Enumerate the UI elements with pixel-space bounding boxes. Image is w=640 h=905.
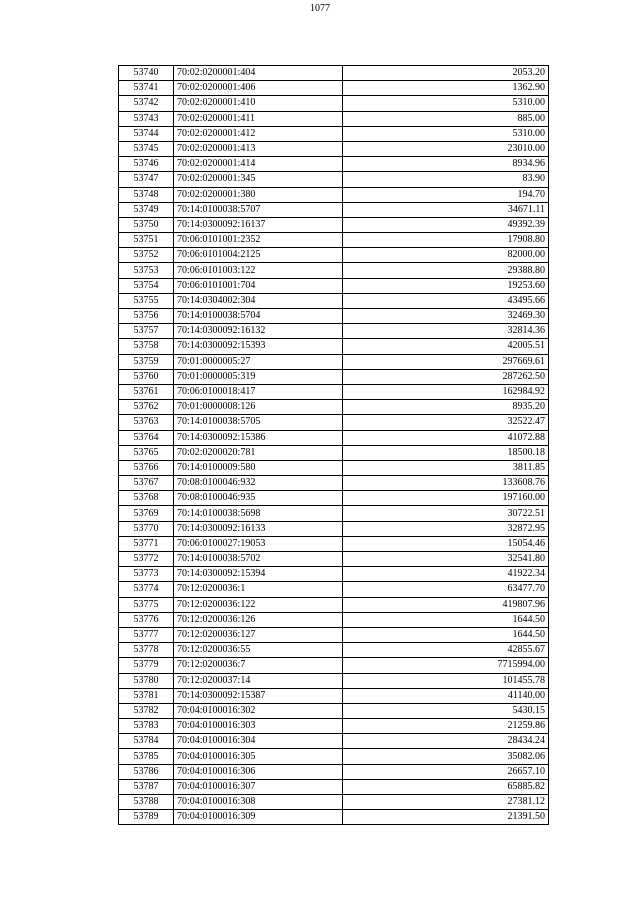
cadastral-number-cell: 70:08:0100046:935 <box>174 491 343 506</box>
row-number-cell: 53744 <box>119 126 174 141</box>
row-number-cell: 53763 <box>119 415 174 430</box>
cadastral-number-cell: 70:06:0101003:122 <box>174 263 343 278</box>
value-cell: 65885.82 <box>343 779 549 794</box>
table-row <box>119 719 549 734</box>
value-cell: 133608.76 <box>343 476 549 491</box>
table-row <box>119 552 549 567</box>
cadastral-number-cell: 70:04:0100016:306 <box>174 764 343 779</box>
table-row <box>119 567 549 582</box>
row-number-cell: 53751 <box>119 233 174 248</box>
row-number-cell: 53756 <box>119 309 174 324</box>
table-row <box>119 688 549 703</box>
value-cell: 18500.18 <box>343 445 549 460</box>
value-cell: 15054.46 <box>343 536 549 551</box>
value-cell: 5310.00 <box>343 96 549 111</box>
row-number-cell: 53773 <box>119 567 174 582</box>
row-number-cell: 53747 <box>119 172 174 187</box>
cadastral-number-cell: 70:04:0100016:304 <box>174 734 343 749</box>
row-number-cell: 53777 <box>119 627 174 642</box>
cadastral-number-cell: 70:14:0100009:580 <box>174 460 343 475</box>
cadastral-number-cell: 70:04:0100016:302 <box>174 703 343 718</box>
row-number-cell: 53746 <box>119 157 174 172</box>
value-cell: 32872.95 <box>343 521 549 536</box>
table-row <box>119 506 549 521</box>
table-row <box>119 400 549 415</box>
row-number-cell: 53754 <box>119 278 174 293</box>
value-cell: 30722.51 <box>343 506 549 521</box>
row-number-cell: 53789 <box>119 810 174 825</box>
row-number-cell: 53782 <box>119 703 174 718</box>
table-row <box>119 476 549 491</box>
cadastral-number-cell: 70:04:0100016:308 <box>174 795 343 810</box>
value-cell: 82000.00 <box>343 248 549 263</box>
table-row <box>119 126 549 141</box>
value-cell: 197160.00 <box>343 491 549 506</box>
cadastral-number-cell: 70:06:0100018:417 <box>174 384 343 399</box>
value-cell: 194.70 <box>343 187 549 202</box>
cadastral-number-cell: 70:14:0304002:304 <box>174 293 343 308</box>
row-number-cell: 53780 <box>119 673 174 688</box>
row-number-cell: 53761 <box>119 384 174 399</box>
value-cell: 35082.06 <box>343 749 549 764</box>
table-row <box>119 643 549 658</box>
value-cell: 17908.80 <box>343 233 549 248</box>
cadastral-number-cell: 70:02:0200001:413 <box>174 141 343 156</box>
table-row <box>119 293 549 308</box>
table-row <box>119 369 549 384</box>
table-row <box>119 339 549 354</box>
table-row <box>119 172 549 187</box>
cadastral-number-cell: 70:14:0100038:5705 <box>174 415 343 430</box>
value-cell: 41072.88 <box>343 430 549 445</box>
value-cell: 5430.15 <box>343 703 549 718</box>
table-row <box>119 673 549 688</box>
row-number-cell: 53772 <box>119 552 174 567</box>
cadastral-number-cell: 70:14:0100038:5707 <box>174 202 343 217</box>
cadastral-number-cell: 70:04:0100016:305 <box>174 749 343 764</box>
cadastral-number-cell: 70:04:0100016:309 <box>174 810 343 825</box>
table-row <box>119 233 549 248</box>
cadastral-number-cell: 70:14:0300092:15386 <box>174 430 343 445</box>
value-cell: 42855.67 <box>343 643 549 658</box>
registry-table-body <box>119 66 549 825</box>
value-cell: 32522.47 <box>343 415 549 430</box>
table-row <box>119 536 549 551</box>
cadastral-number-cell: 70:12:0200036:127 <box>174 627 343 642</box>
table-row <box>119 491 549 506</box>
cadastral-number-cell: 70:12:0200037:14 <box>174 673 343 688</box>
table-row <box>119 384 549 399</box>
row-number-cell: 53759 <box>119 354 174 369</box>
row-number-cell: 53750 <box>119 217 174 232</box>
cadastral-number-cell: 70:14:0300092:16137 <box>174 217 343 232</box>
row-number-cell: 53741 <box>119 81 174 96</box>
value-cell: 63477.70 <box>343 582 549 597</box>
row-number-cell: 53757 <box>119 324 174 339</box>
table-row <box>119 597 549 612</box>
value-cell: 3811.85 <box>343 460 549 475</box>
row-number-cell: 53786 <box>119 764 174 779</box>
cadastral-number-cell: 70:02:0200001:380 <box>174 187 343 202</box>
value-cell: 21391.50 <box>343 810 549 825</box>
cadastral-number-cell: 70:02:0200001:412 <box>174 126 343 141</box>
row-number-cell: 53764 <box>119 430 174 445</box>
cadastral-number-cell: 70:02:0200001:406 <box>174 81 343 96</box>
registry-table <box>118 65 549 825</box>
value-cell: 21259.86 <box>343 719 549 734</box>
row-number-cell: 53748 <box>119 187 174 202</box>
cadastral-number-cell: 70:02:0200020:781 <box>174 445 343 460</box>
cadastral-number-cell: 70:06:0101001:2352 <box>174 233 343 248</box>
cadastral-number-cell: 70:14:0300092:15393 <box>174 339 343 354</box>
cadastral-number-cell: 70:06:0100027:19053 <box>174 536 343 551</box>
value-cell: 2053.20 <box>343 66 549 81</box>
cadastral-number-cell: 70:14:0300092:16133 <box>174 521 343 536</box>
value-cell: 43495.66 <box>343 293 549 308</box>
row-number-cell: 53768 <box>119 491 174 506</box>
value-cell: 34671.11 <box>343 202 549 217</box>
cadastral-number-cell: 70:14:0100038:5702 <box>174 552 343 567</box>
cadastral-number-cell: 70:06:0101004:2125 <box>174 248 343 263</box>
table-row <box>119 430 549 445</box>
row-number-cell: 53770 <box>119 521 174 536</box>
table-row <box>119 415 549 430</box>
table-row <box>119 703 549 718</box>
cadastral-number-cell: 70:01:0000008:126 <box>174 400 343 415</box>
row-number-cell: 53743 <box>119 111 174 126</box>
table-row <box>119 354 549 369</box>
table-row <box>119 202 549 217</box>
table-row <box>119 779 549 794</box>
value-cell: 1644.50 <box>343 612 549 627</box>
row-number-cell: 53781 <box>119 688 174 703</box>
value-cell: 28434.24 <box>343 734 549 749</box>
row-number-cell: 53778 <box>119 643 174 658</box>
cadastral-number-cell: 70:02:0200001:345 <box>174 172 343 187</box>
table-row <box>119 795 549 810</box>
value-cell: 287262.50 <box>343 369 549 384</box>
cadastral-number-cell: 70:14:0100038:5704 <box>174 309 343 324</box>
row-number-cell: 53788 <box>119 795 174 810</box>
table-row <box>119 445 549 460</box>
cadastral-number-cell: 70:06:0101001:704 <box>174 278 343 293</box>
row-number-cell: 53765 <box>119 445 174 460</box>
table-row <box>119 749 549 764</box>
cadastral-number-cell: 70:14:0300092:15387 <box>174 688 343 703</box>
value-cell: 23010.00 <box>343 141 549 156</box>
value-cell: 1644.50 <box>343 627 549 642</box>
table-row <box>119 324 549 339</box>
cadastral-number-cell: 70:01:0000005:319 <box>174 369 343 384</box>
value-cell: 29388.80 <box>343 263 549 278</box>
table-row <box>119 187 549 202</box>
cadastral-number-cell: 70:04:0100016:307 <box>174 779 343 794</box>
page-number: 1077 <box>310 3 330 14</box>
cadastral-number-cell: 70:08:0100046:932 <box>174 476 343 491</box>
row-number-cell: 53787 <box>119 779 174 794</box>
value-cell: 101455.78 <box>343 673 549 688</box>
table-row <box>119 658 549 673</box>
value-cell: 42005.51 <box>343 339 549 354</box>
table-row <box>119 157 549 172</box>
table-row <box>119 612 549 627</box>
row-number-cell: 53758 <box>119 339 174 354</box>
row-number-cell: 53766 <box>119 460 174 475</box>
row-number-cell: 53762 <box>119 400 174 415</box>
cadastral-number-cell: 70:01:0000005:27 <box>174 354 343 369</box>
row-number-cell: 53745 <box>119 141 174 156</box>
value-cell: 27381.12 <box>343 795 549 810</box>
value-cell: 885.00 <box>343 111 549 126</box>
table-row <box>119 263 549 278</box>
table-row <box>119 309 549 324</box>
table-row <box>119 96 549 111</box>
cadastral-number-cell: 70:02:0200001:404 <box>174 66 343 81</box>
row-number-cell: 53769 <box>119 506 174 521</box>
row-number-cell: 53753 <box>119 263 174 278</box>
value-cell: 26657.10 <box>343 764 549 779</box>
table-row <box>119 217 549 232</box>
value-cell: 83.90 <box>343 172 549 187</box>
cadastral-number-cell: 70:02:0200001:411 <box>174 111 343 126</box>
value-cell: 8934.96 <box>343 157 549 172</box>
cadastral-number-cell: 70:12:0200036:122 <box>174 597 343 612</box>
table-row <box>119 278 549 293</box>
row-number-cell: 53785 <box>119 749 174 764</box>
cadastral-number-cell: 70:14:0100038:5698 <box>174 506 343 521</box>
value-cell: 8935.20 <box>343 400 549 415</box>
table-row <box>119 460 549 475</box>
cadastral-number-cell: 70:12:0200036:1 <box>174 582 343 597</box>
value-cell: 49392.39 <box>343 217 549 232</box>
row-number-cell: 53775 <box>119 597 174 612</box>
value-cell: 5310.00 <box>343 126 549 141</box>
row-number-cell: 53740 <box>119 66 174 81</box>
table-row <box>119 141 549 156</box>
table-row <box>119 764 549 779</box>
table-row <box>119 81 549 96</box>
row-number-cell: 53767 <box>119 476 174 491</box>
table-row <box>119 582 549 597</box>
value-cell: 419807.96 <box>343 597 549 612</box>
row-number-cell: 53752 <box>119 248 174 263</box>
table-row <box>119 627 549 642</box>
value-cell: 7715994.00 <box>343 658 549 673</box>
value-cell: 162984.92 <box>343 384 549 399</box>
row-number-cell: 53779 <box>119 658 174 673</box>
value-cell: 297669.61 <box>343 354 549 369</box>
value-cell: 1362.90 <box>343 81 549 96</box>
cadastral-number-cell: 70:14:0300092:16132 <box>174 324 343 339</box>
row-number-cell: 53742 <box>119 96 174 111</box>
value-cell: 32814.36 <box>343 324 549 339</box>
cadastral-number-cell: 70:12:0200036:55 <box>174 643 343 658</box>
value-cell: 32469.30 <box>343 309 549 324</box>
value-cell: 41922.34 <box>343 567 549 582</box>
row-number-cell: 53784 <box>119 734 174 749</box>
table-row <box>119 248 549 263</box>
value-cell: 19253.60 <box>343 278 549 293</box>
row-number-cell: 53760 <box>119 369 174 384</box>
row-number-cell: 53783 <box>119 719 174 734</box>
table-row <box>119 66 549 81</box>
row-number-cell: 53774 <box>119 582 174 597</box>
value-cell: 41140.00 <box>343 688 549 703</box>
cadastral-number-cell: 70:02:0200001:410 <box>174 96 343 111</box>
table-row <box>119 810 549 825</box>
row-number-cell: 53776 <box>119 612 174 627</box>
cadastral-number-cell: 70:14:0300092:15394 <box>174 567 343 582</box>
table-row <box>119 111 549 126</box>
value-cell: 32541.80 <box>343 552 549 567</box>
table-row <box>119 521 549 536</box>
table-row <box>119 734 549 749</box>
cadastral-number-cell: 70:04:0100016:303 <box>174 719 343 734</box>
cadastral-number-cell: 70:12:0200036:7 <box>174 658 343 673</box>
row-number-cell: 53755 <box>119 293 174 308</box>
cadastral-number-cell: 70:02:0200001:414 <box>174 157 343 172</box>
row-number-cell: 53771 <box>119 536 174 551</box>
cadastral-number-cell: 70:12:0200036:126 <box>174 612 343 627</box>
row-number-cell: 53749 <box>119 202 174 217</box>
